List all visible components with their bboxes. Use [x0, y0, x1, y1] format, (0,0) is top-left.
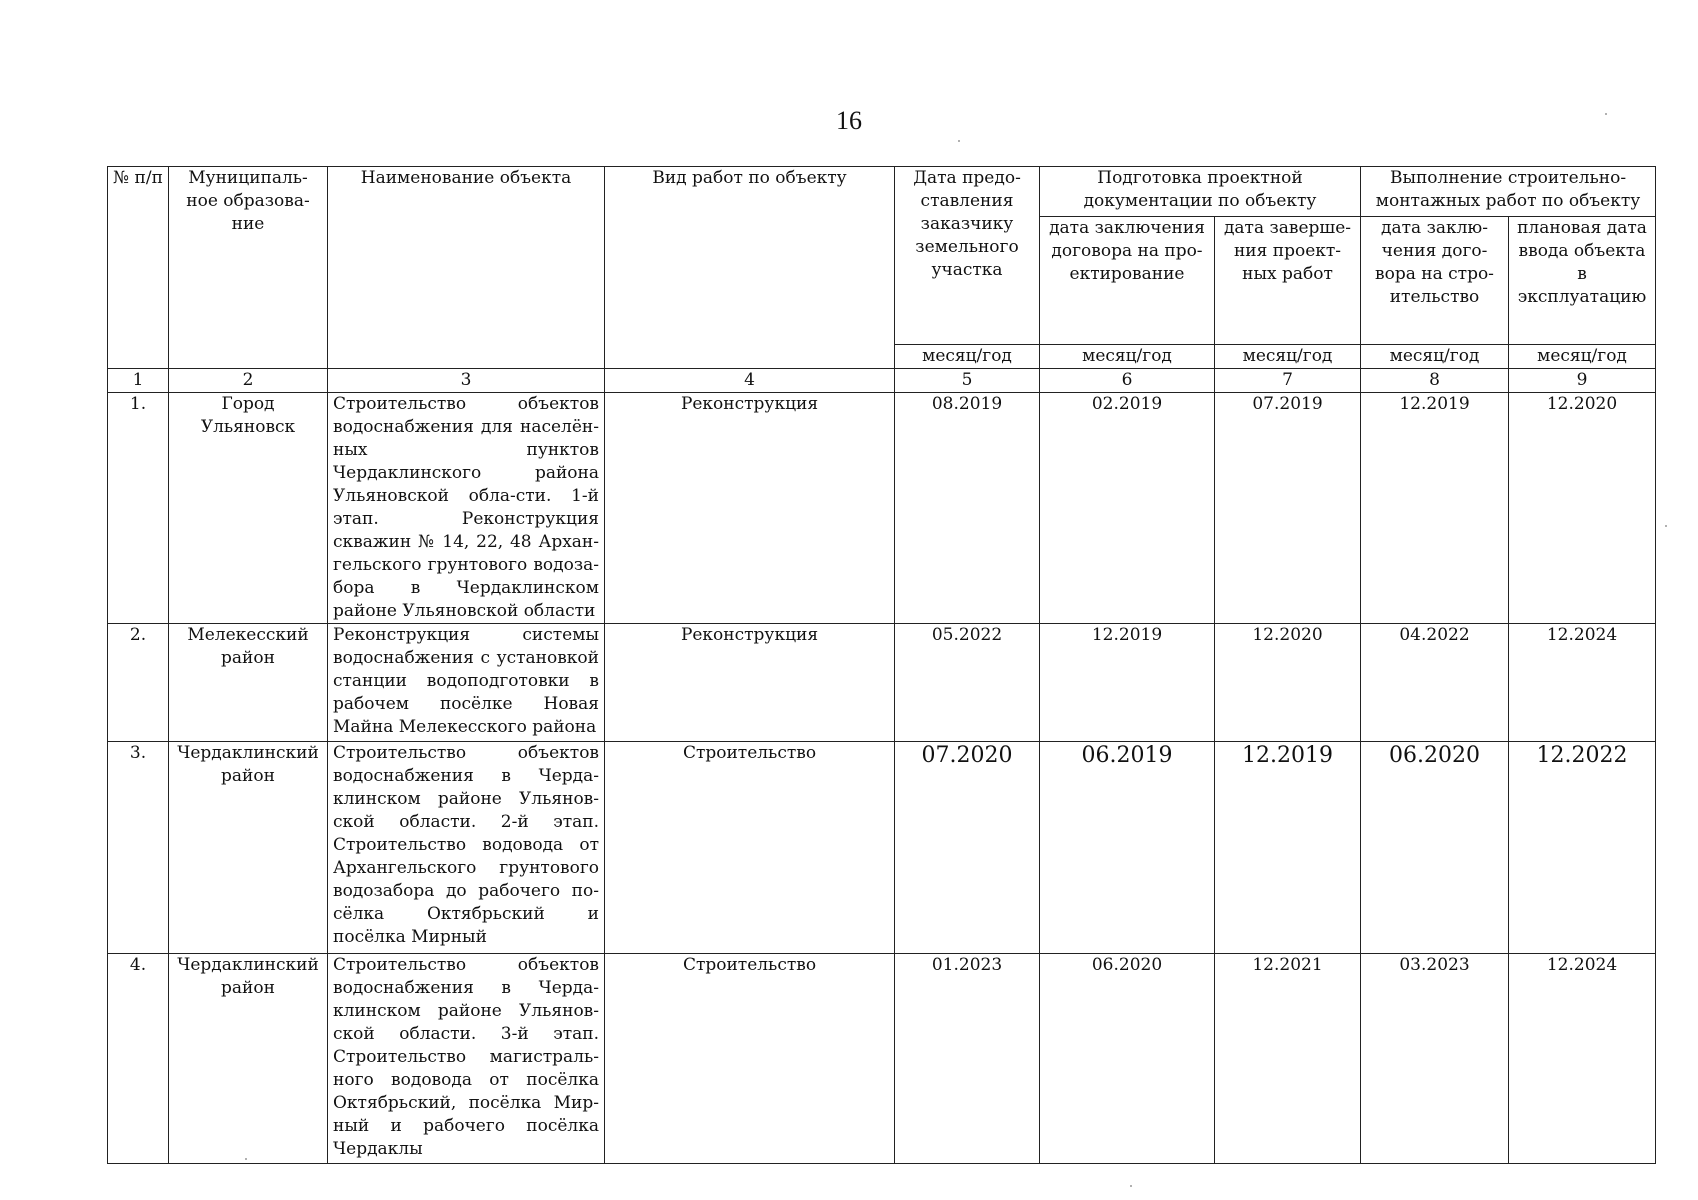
row-build-contract-date: 04.2022 [1361, 624, 1509, 742]
row-land-date: 07.2020 [895, 742, 1040, 954]
row-design-done-date: 07.2019 [1215, 393, 1361, 624]
schedule-table [107, 166, 1656, 1164]
row-object-name: Реконструкция системы водоснабжения с установкой станции водоподготовки в рабочем посёлке Новая Майна Мелекесского района [328, 624, 605, 742]
unit-label: месяц/год [1361, 345, 1509, 369]
header-construction-group: Выполнение строительно-монтажных работ по объекту [1361, 167, 1656, 217]
header-build-contract: дата заклю-чения дого-вора на стро-ительство [1361, 217, 1509, 345]
column-number: 7 [1215, 369, 1361, 393]
table-row [108, 393, 1656, 624]
scan-speck [1605, 113, 1607, 115]
row-object-name: Строительство объектов водоснабжения в Черда-клинском районе Ульянов-ской области. 3-й этап. Строительство магистраль-ного водовода от посёлка Октябрьский, посёлка Мир-ный и рабочего посёлка Чердаклы [328, 954, 605, 1164]
header-land-date: Дата предо-ставления заказчику земельного участка [895, 167, 1040, 345]
header-commissioning: плановая дата ввода объекта в эксплуатацию [1509, 217, 1656, 345]
column-number: 1 [108, 369, 169, 393]
unit-label: месяц/год [1509, 345, 1656, 369]
row-number: 1. [108, 393, 169, 624]
header-number: № п/п [108, 167, 169, 369]
row-municipality: Чердаклинский район [169, 954, 328, 1164]
row-work-type: Строительство [605, 742, 895, 954]
column-number-row [108, 369, 1656, 393]
header-row-groups [108, 167, 1656, 217]
row-design-contract-date: 02.2019 [1040, 393, 1215, 624]
row-number: 2. [108, 624, 169, 742]
scan-speck [1665, 525, 1667, 527]
row-object-name: Строительство объектов водоснабжения для населён-ных пунктов Чердаклинского района Ульяновской обла-сти. 1-й этап. Реконструкция скважин № 14, 22, 48 Архан-гельского грунтового водоза-бора в Чердаклинском районе Ульяновской области [328, 393, 605, 624]
scan-speck [1130, 1185, 1132, 1187]
header-design-group: Подготовка проектной документации по объекту [1040, 167, 1361, 217]
scan-speck [958, 140, 960, 142]
table-row [108, 954, 1656, 1164]
row-municipality: Город Ульяновск [169, 393, 328, 624]
row-build-contract-date: 03.2023 [1361, 954, 1509, 1164]
row-work-type: Строительство [605, 954, 895, 1164]
row-build-contract-date: 12.2019 [1361, 393, 1509, 624]
row-land-date: 01.2023 [895, 954, 1040, 1164]
row-design-contract-date: 12.2019 [1040, 624, 1215, 742]
column-number: 9 [1509, 369, 1656, 393]
column-number: 4 [605, 369, 895, 393]
row-design-contract-date: 06.2019 [1040, 742, 1215, 954]
row-object-name: Строительство объектов водоснабжения в Черда-клинском районе Ульянов-ской области. 2-й этап. Строительство водовода от Архангельского грунтового водозабора до рабочего по-сёлка Октябрьский и посёлка Мирный [328, 742, 605, 954]
row-design-contract-date: 06.2020 [1040, 954, 1215, 1164]
column-number: 6 [1040, 369, 1215, 393]
row-municipality: Мелекесский район [169, 624, 328, 742]
row-design-done-date: 12.2020 [1215, 624, 1361, 742]
row-commissioning-date: 12.2022 [1509, 742, 1656, 954]
row-design-done-date: 12.2021 [1215, 954, 1361, 1164]
table-row [108, 742, 1656, 954]
column-number: 8 [1361, 369, 1509, 393]
column-number: 2 [169, 369, 328, 393]
row-land-date: 05.2022 [895, 624, 1040, 742]
unit-label: месяц/год [895, 345, 1040, 369]
scan-speck [245, 1158, 247, 1160]
header-design-contract: дата заключения договора на про-ектирование [1040, 217, 1215, 345]
table-row [108, 624, 1656, 742]
row-commissioning-date: 12.2024 [1509, 954, 1656, 1164]
row-work-type: Реконструкция [605, 393, 895, 624]
header-object-name: Наименование объекта [328, 167, 605, 369]
row-number: 3. [108, 742, 169, 954]
page-number: 16 [836, 106, 862, 135]
row-commissioning-date: 12.2024 [1509, 624, 1656, 742]
row-municipality: Чердаклинский район [169, 742, 328, 954]
row-work-type: Реконструкция [605, 624, 895, 742]
unit-label: месяц/год [1215, 345, 1361, 369]
unit-label: месяц/год [1040, 345, 1215, 369]
column-number: 5 [895, 369, 1040, 393]
header-municipality: Муниципаль-ное образова-ние [169, 167, 328, 369]
row-land-date: 08.2019 [895, 393, 1040, 624]
header-design-done: дата заверше-ния проект-ных работ [1215, 217, 1361, 345]
row-number: 4. [108, 954, 169, 1164]
row-design-done-date: 12.2019 [1215, 742, 1361, 954]
column-number: 3 [328, 369, 605, 393]
row-build-contract-date: 06.2020 [1361, 742, 1509, 954]
header-work-type: Вид работ по объекту [605, 167, 895, 369]
row-commissioning-date: 12.2020 [1509, 393, 1656, 624]
